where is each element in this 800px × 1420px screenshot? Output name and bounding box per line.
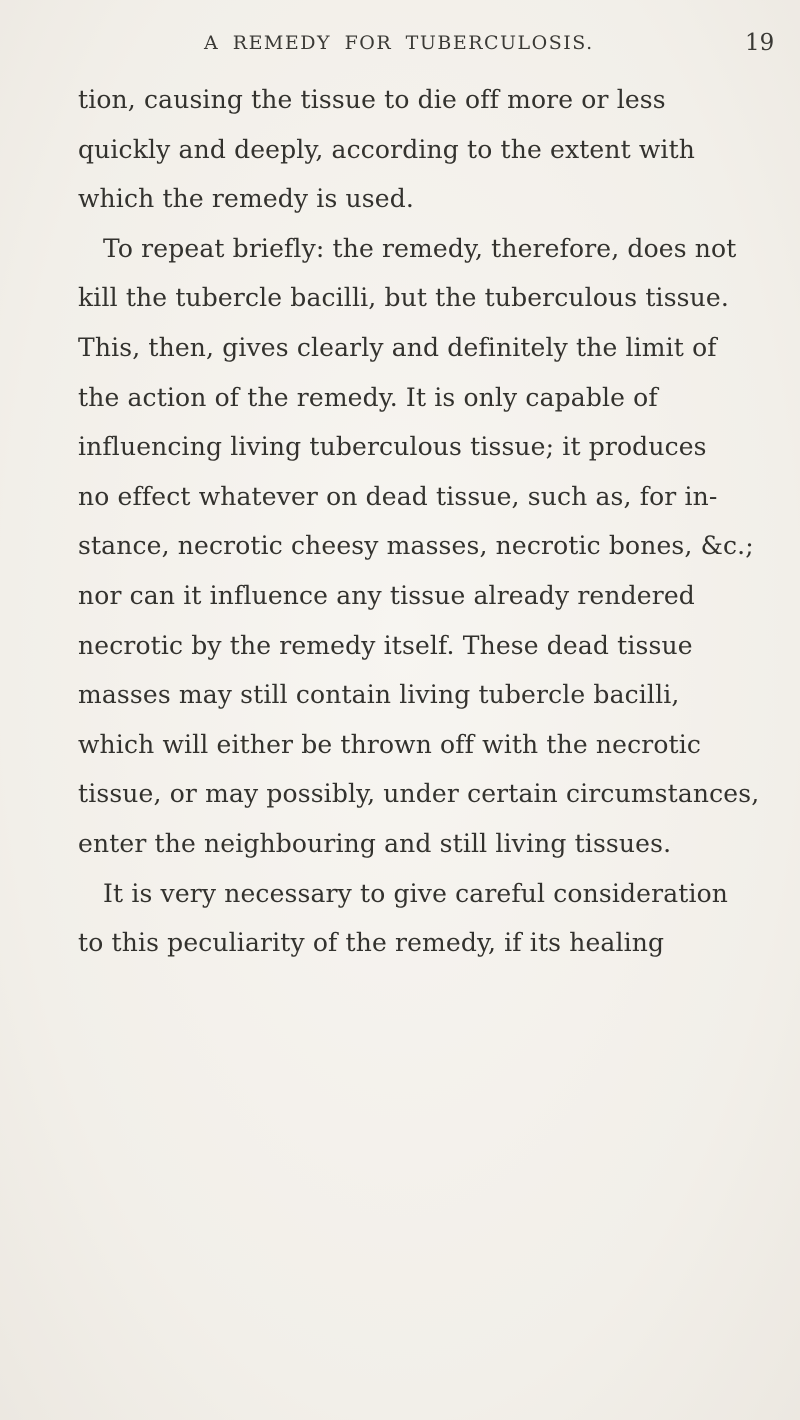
text-line: influencing living tuberculous tissue; it produces [78, 432, 707, 462]
paragraph-start-line: To repeat briefly: the remedy, therefore, does not [103, 233, 737, 263]
text-line: which will either be thrown off with the necrotic [78, 729, 702, 759]
text-line: necrotic by the remedy itself. These dead tissue [78, 630, 693, 660]
text-line: enter the neighbouring and still living tissues. [78, 828, 672, 858]
running-title: A REMEDY FOR TUBERCULOSIS. [204, 32, 594, 54]
text-line: tissue, or may possibly, under certain circumstances, [78, 779, 760, 809]
page-number: 19 [745, 30, 775, 56]
running-head [0, 32, 800, 62]
text-line: stance, necrotic cheesy masses, necrotic bones, &c.; [78, 531, 754, 561]
text-line: quickly and deeply, according to the extent with [78, 134, 696, 164]
text-line: nor can it influence any tissue already rendered [78, 580, 695, 610]
text-line: which the remedy is used. [78, 184, 414, 214]
text-line: to this peculiarity of the remedy, if its healing [78, 928, 665, 958]
text-line: kill the tubercle bacilli, but the tuberculous tissue. [78, 283, 729, 313]
text-line: masses may still contain living tubercle bacilli, [78, 680, 680, 710]
paragraph-start-line: It is very necessary to give careful consideration [103, 878, 729, 908]
text-line: the action of the remedy. It is only capable of [78, 382, 658, 412]
text-line: tion, causing the tissue to die off more or less [78, 85, 666, 114]
text-line: no effect whatever on dead tissue, such as, for in- [78, 481, 718, 511]
text-line: This, then, gives clearly and definitely the limit of [78, 332, 717, 362]
body-text [78, 75, 768, 968]
